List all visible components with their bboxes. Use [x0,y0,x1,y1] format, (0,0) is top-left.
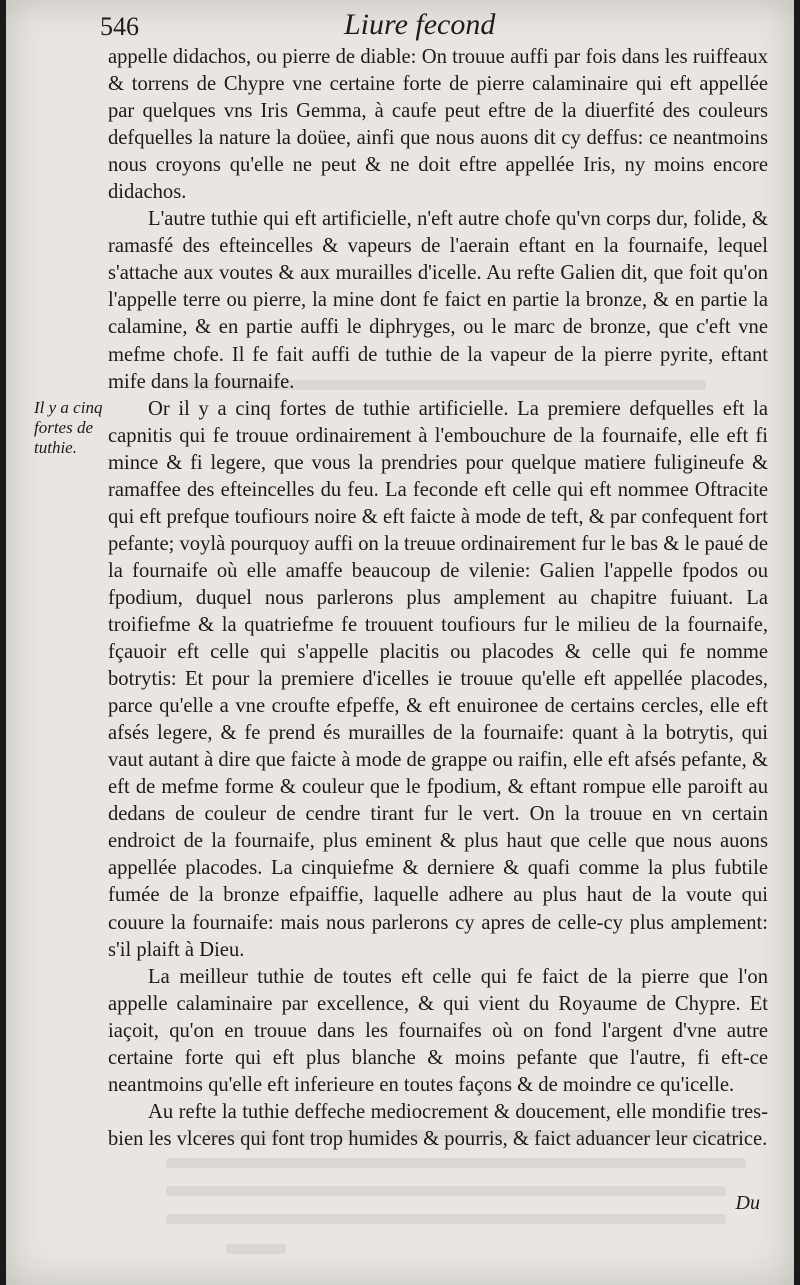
page-number: 546 [100,12,139,41]
catchword: Du [735,1192,760,1214]
body-text [108,44,768,1153]
paragraph: Or il y a cinq fortes de tuthie artificielle. La premiere defquelles eft la capnitis qui fe trouue ordinairement à l'embouchure de la fournaife, elle eft fi mince & fi legere, que vous la prendries pour quelque matiere fuligineufe & ramaffee des efteincelles du feu. La feconde eft celle qui eft nommee Oftracite qui eft prefque toufiours noire & eft faicte à mode de teft, & par confequent fort pefante; voylà pourquoy auffi on la treuue ordinairement fur le bas & le paué de la fournaife où elle amaffe beaucoup de vilenie: Galien l'appelle fpodos ou fpodium, duquel nous parlerons plus amplement au chapitre fuiuant. La troifiefme & la quatriefme fe trouuent toufiours fur le milieu de la fournaife, fçauoir eft celle qui s'appelle placitis ou placodes & celle qui fe nomme botrytis: Et pour la premiere d'icelles ie trouue qu'elle eft appellée placodes, parce qu'elle a vne croufte efpeffe, & eft enuironee de certains cercles, elle eft afsés legere, & fe prend és murailles de la fournaife: quant à la botrytis, qui vaut autant à dire que faicte à mode de grappe ou raifin, elle eft afsés pefante, & eft de mefme forme & couleur que le fpodium, & eftant rompue elle paroift au dedans de couleur de cendre tirant fur le vert. On la trouue en vn certain endroict de la fournaife, plus eminent & plus haut que celle que nous auons appellée placodes. La cinquiefme & derniere & quafi comme la plus fubtile fumée de la bronze efpaiffie, laquelle adhere au plus haut de la voute qui couure la fournaife: mais nous parlerons cy apres de celle-cy plus amplement: s'il plaift à Dieu. [108,397,768,961]
page-header [100,4,720,44]
paragraph: appelle didachos, ou pierre de diable: On trouue auffi par fois dans les ruiffeaux & torrens de Chypre vne certaine forte de pierre calaminaire qui eft appellée par quelques vns Iris Gemma, à caufe peut eftre de la diuerfité des couleurs defquelles la nature la doüee, ainfi que nous auons dit cy deffus: ce neantmoins nous croyons qu'elle ne peut & ne doit eftre appellée Iris, ny moins encore didachos. [108,46,768,204]
marginal-note-line: Il y a cinq [34,398,103,417]
book-page [6,0,794,1285]
running-title: Liure fecond [344,8,496,41]
paragraph: Au refte la tuthie deffeche mediocrement & doucement, elle mondifie tres-bien les vlceres qui font trop humides & pourris, & faict aduancer leur cicatrice. [108,1100,768,1150]
paragraph: L'autre tuthie qui eft artificielle, n'eft autre chofe qu'vn corps dur, folide, & ramasfé des efteincelles & vapeurs de l'aerain eftant en la fournaife, lequel s'attache aux voutes & aux murailles d'icelle. Au refte Galien dit, que foit qu'on l'appelle terre ou pierre, la mine dont fe faict en partie la bronze, & en partie la calamine, & en partie auffi le diphryges, ou le marc de bronze, que c'eft vne mefme chofe. Il fe fait auffi de tuthie de la vapeur de la pierre pyrite, eftant mife dans la fournaife. [108,208,768,393]
paragraph: La meilleur tuthie de toutes eft celle qui fe faict de la pierre que l'on appelle calaminaire par excellence, & qui vient du Royaume de Chypre. Et iaçoit, qu'on en trouue dans les fournaifes où on fond l'argent d'vne autre certaine forte qui eft plus blanche & moins pefante que l'autre, fi eft-ce neantmoins qu'elle eft inferieure en toutes façons & de moindre ce qu'icelle. [108,965,768,1096]
marginal-note [34,398,114,458]
marginal-note-line: tuthie. [34,438,77,457]
marginal-note-line: fortes de [34,418,94,437]
